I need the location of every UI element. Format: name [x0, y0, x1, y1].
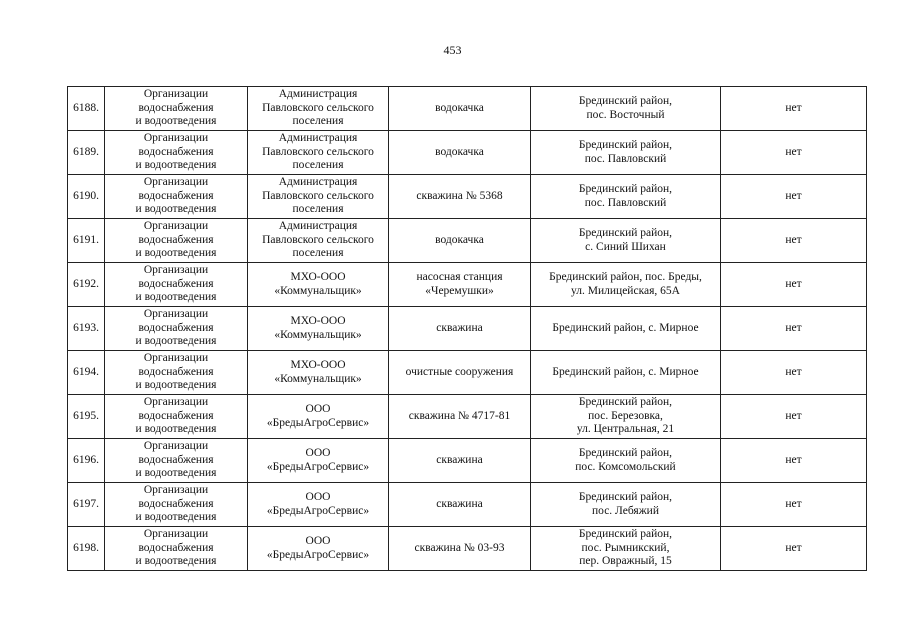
organization-cell: ООО «БредыАгроСервис»: [248, 395, 389, 439]
row-number: 6193.: [68, 307, 105, 351]
table-row: [68, 439, 867, 483]
object-cell: очистные сооружения: [389, 351, 531, 395]
row-number: 6195.: [68, 395, 105, 439]
organization-cell: МХО-ООО «Коммунальщик»: [248, 307, 389, 351]
row-number: 6192.: [68, 263, 105, 307]
flag-cell: нет: [721, 131, 867, 175]
category-cell: Организации водоснабжения и водоотведения: [105, 439, 248, 483]
flag-cell: нет: [721, 483, 867, 527]
category-cell: Организации водоснабжения и водоотведения: [105, 263, 248, 307]
row-number: 6188.: [68, 87, 105, 131]
organization-cell: МХО-ООО «Коммунальщик»: [248, 351, 389, 395]
address-cell: Брединский район, с. Мирное: [531, 351, 721, 395]
address-cell: Брединский район, пос. Восточный: [531, 87, 721, 131]
object-cell: скважина № 4717-81: [389, 395, 531, 439]
row-number: 6196.: [68, 439, 105, 483]
object-cell: скважина: [389, 307, 531, 351]
object-cell: насосная станция «Черемушки»: [389, 263, 531, 307]
category-cell: Организации водоснабжения и водоотведения: [105, 395, 248, 439]
row-number: 6189.: [68, 131, 105, 175]
category-cell: Организации водоснабжения и водоотведения: [105, 87, 248, 131]
address-cell: Брединский район, пос. Павловский: [531, 175, 721, 219]
table-row: [68, 395, 867, 439]
address-cell: Брединский район, пос. Лебяжий: [531, 483, 721, 527]
object-cell: скважина № 5368: [389, 175, 531, 219]
table-row: [68, 219, 867, 263]
flag-cell: нет: [721, 351, 867, 395]
category-cell: Организации водоснабжения и водоотведения: [105, 483, 248, 527]
object-cell: скважина: [389, 483, 531, 527]
organization-cell: ООО «БредыАгроСервис»: [248, 483, 389, 527]
organization-cell: Администрация Павловского сельского поселения: [248, 175, 389, 219]
category-cell: Организации водоснабжения и водоотведения: [105, 307, 248, 351]
flag-cell: нет: [721, 439, 867, 483]
flag-cell: нет: [721, 87, 867, 131]
category-cell: Организации водоснабжения и водоотведения: [105, 351, 248, 395]
address-cell: Брединский район, пос. Комсомольский: [531, 439, 721, 483]
row-number: 6194.: [68, 351, 105, 395]
row-number: 6198.: [68, 527, 105, 571]
page-number: 453: [443, 43, 462, 57]
object-cell: водокачка: [389, 131, 531, 175]
organization-cell: Администрация Павловского сельского поселения: [248, 219, 389, 263]
category-cell: Организации водоснабжения и водоотведения: [105, 131, 248, 175]
address-cell: Брединский район, пос. Павловский: [531, 131, 721, 175]
organization-cell: ООО «БредыАгроСервис»: [248, 439, 389, 483]
object-cell: скважина: [389, 439, 531, 483]
flag-cell: нет: [721, 219, 867, 263]
flag-cell: нет: [721, 395, 867, 439]
table-row: [68, 131, 867, 175]
row-number: 6191.: [68, 219, 105, 263]
table-row: [68, 175, 867, 219]
registry-table: [67, 86, 867, 571]
object-cell: водокачка: [389, 219, 531, 263]
category-cell: Организации водоснабжения и водоотведения: [105, 219, 248, 263]
category-cell: Организации водоснабжения и водоотведения: [105, 527, 248, 571]
organization-cell: Администрация Павловского сельского поселения: [248, 131, 389, 175]
organization-cell: МХО-ООО «Коммунальщик»: [248, 263, 389, 307]
table-row: [68, 483, 867, 527]
category-cell: Организации водоснабжения и водоотведения: [105, 175, 248, 219]
row-number: 6197.: [68, 483, 105, 527]
organization-cell: Администрация Павловского сельского поселения: [248, 87, 389, 131]
table-row: [68, 307, 867, 351]
flag-cell: нет: [721, 263, 867, 307]
flag-cell: нет: [721, 175, 867, 219]
flag-cell: нет: [721, 307, 867, 351]
row-number: 6190.: [68, 175, 105, 219]
table-row: [68, 87, 867, 131]
object-cell: водокачка: [389, 87, 531, 131]
flag-cell: нет: [721, 527, 867, 571]
table-row: [68, 351, 867, 395]
organization-cell: ООО «БредыАгроСервис»: [248, 527, 389, 571]
address-cell: Брединский район, пос. Березовка, ул. Центральная, 21: [531, 395, 721, 439]
object-cell: скважина № 03-93: [389, 527, 531, 571]
address-cell: Брединский район, пос. Рымникский, пер. Овражный, 15: [531, 527, 721, 571]
table-row: [68, 263, 867, 307]
address-cell: Брединский район, пос. Бреды, ул. Милицейская, 65А: [531, 263, 721, 307]
address-cell: Брединский район, с. Синий Шихан: [531, 219, 721, 263]
table-row: [68, 527, 867, 571]
address-cell: Брединский район, с. Мирное: [531, 307, 721, 351]
